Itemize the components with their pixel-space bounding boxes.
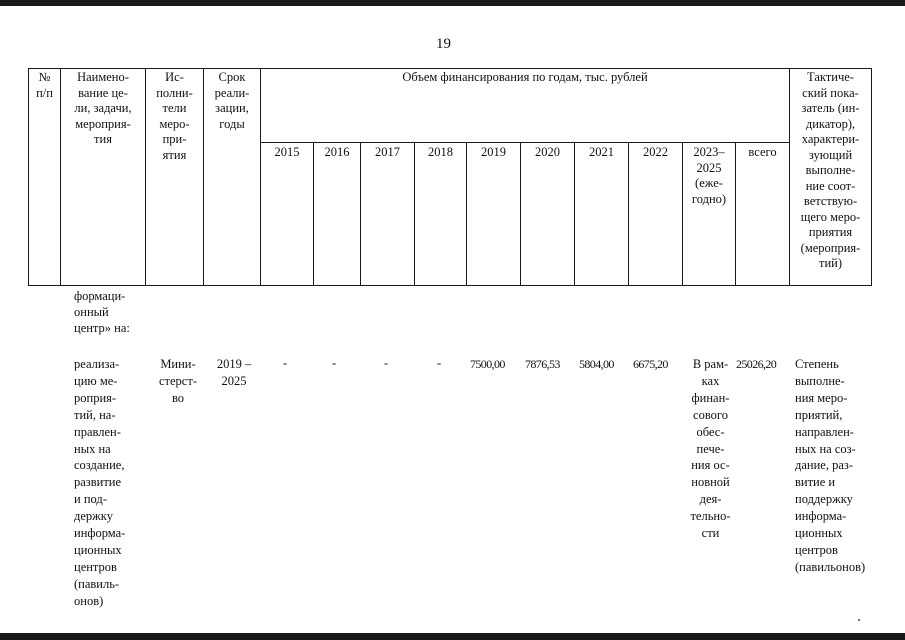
header-name: Наимено- вание це- ли, задачи, мероприя- тия [61, 69, 146, 286]
year-2015: 2015 [261, 143, 314, 286]
row-note-2023-2025: В рам- ках финан- сового обес- пече- ния ос- новной дея- тельно- сти [690, 357, 731, 541]
row-executor: Мини- стерст- во [159, 357, 197, 405]
value-2022: 6675,20 [633, 357, 668, 371]
year-2023-2025: 2023– 2025 (еже- годно) [683, 143, 736, 286]
value-2018: - [437, 356, 442, 370]
scan-bottom-edge [0, 633, 905, 640]
header-num: № п/п [29, 69, 61, 286]
continuation-text: формаци- онный центр» на: [74, 289, 130, 335]
year-2017: 2017 [361, 143, 415, 286]
year-2019: 2019 [467, 143, 521, 286]
scan-top-edge [0, 0, 905, 6]
value-2017: - [384, 356, 389, 370]
year-2020: 2020 [521, 143, 575, 286]
row-term: 2019 – 2025 [216, 357, 252, 388]
header-executor: Ис- полни- тели меро- при- ятия [146, 69, 204, 286]
value-2020: 7876,53 [525, 357, 560, 371]
year-2018: 2018 [415, 143, 467, 286]
header-funding: Объем финансирования по годам, тыс. рублей [261, 69, 790, 143]
header-indicator: Тактиче- ский пока- затель (ин- дикатор), характери- зующий выполне- ние соот- ветствую- щего меро- приятия (мероприя- тий) [790, 69, 872, 286]
value-2015: - [283, 356, 288, 370]
year-total: всего [736, 143, 790, 286]
row-indicator: Степень выполне- ния меро- приятий, направлен- ных на соз- дание, раз- витие и поддержку информа- ционных центров (павильонов) [795, 357, 866, 574]
value-2021: 5804,00 [579, 357, 614, 371]
year-2022: 2022 [629, 143, 683, 286]
year-2021: 2021 [575, 143, 629, 286]
row-name: реализа- цию ме- роприя- тий, на- правлен- ных на создание, развитие и под- держку информа- ционных центров (павиль- онов) [74, 357, 126, 608]
scan-speck [858, 619, 860, 621]
table-header [28, 68, 872, 286]
value-2016: - [332, 356, 337, 370]
value-2019: 7500,00 [470, 357, 505, 371]
year-2016: 2016 [314, 143, 361, 286]
header-term: Срок реали- зации, годы [204, 69, 261, 286]
page-number: 19 [436, 36, 451, 52]
value-total: 25026,20 [736, 357, 777, 371]
